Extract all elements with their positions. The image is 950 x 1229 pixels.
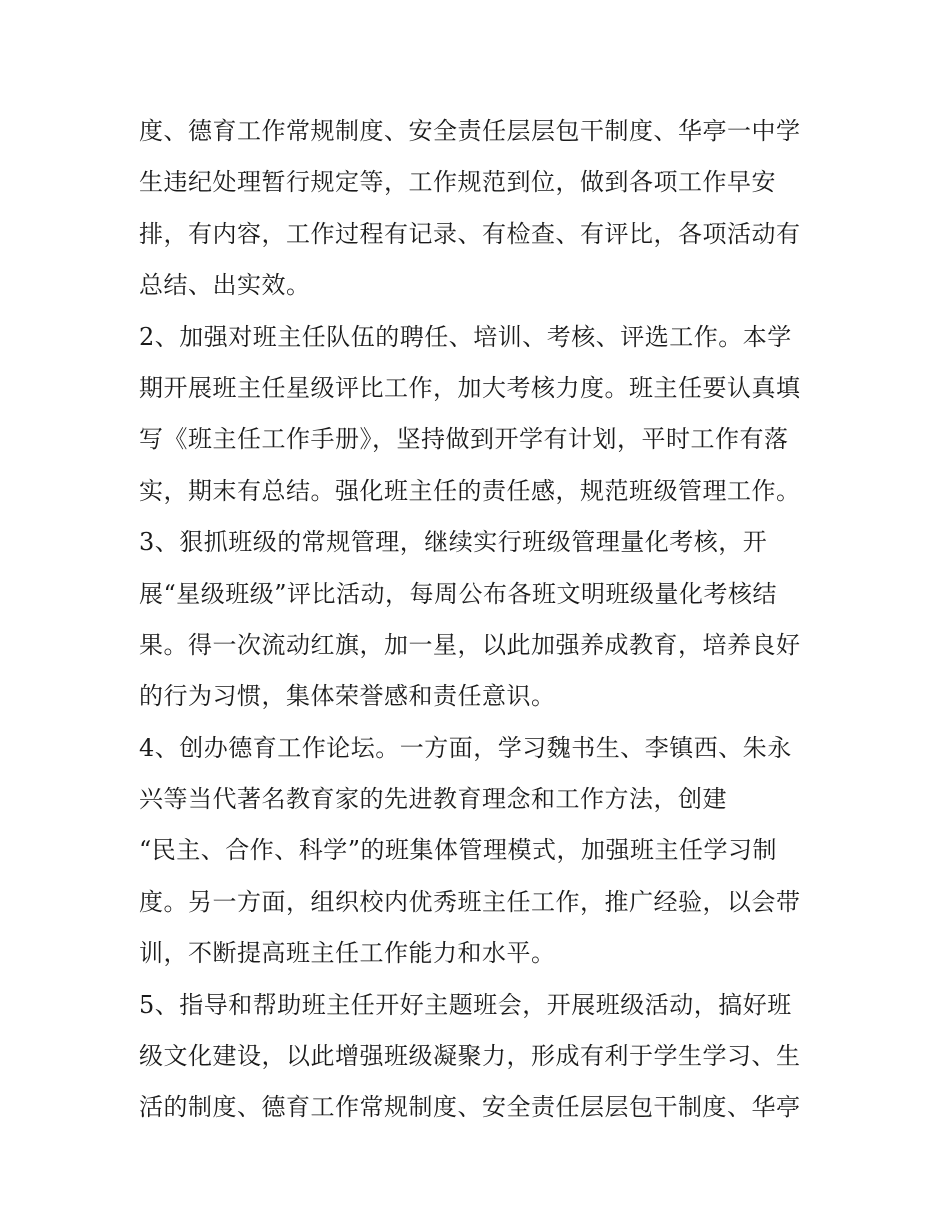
body-text (139, 106, 829, 1134)
text-line: 果。得一次流动红旗，加一星，以此加强养成教育，培养良好 (139, 630, 801, 659)
text-line: 3、狠抓班级的常规管理，继续实行班级管理量化考核，开 (139, 528, 768, 557)
text-line: 总结、出实效。 (139, 271, 311, 300)
text-line: 实，期末有总结。强化班主任的责任感，规范班级管理工作。 (139, 476, 801, 505)
text-line: 度、德育工作常规制度、安全责任层层包干制度、华亭一中学 (139, 117, 801, 145)
text-line: 级文化建设，以此增强班级凝聚力，形成有利于学生学习、生 (139, 1042, 801, 1071)
text-line: 生违纪处理暂行规定等，工作规范到位，做到各项工作早安 (139, 168, 776, 197)
text-line: 4、创办德育工作论坛。一方面，学习魏书生、李镇西、朱永 (139, 733, 792, 762)
text-line: 的行为习惯，集体荣誉感和责任意识。 (139, 682, 556, 711)
text-line: 训，不断提高班主任工作能力和水平。 (139, 939, 556, 968)
text-line: 期开展班主任星级评比工作，加大考核力度。班主任要认真填 (139, 373, 801, 402)
text-line: 活的制度、德育工作常规制度、安全责任层层包干制度、华亭 (139, 1093, 801, 1122)
text-line: 写《班主任工作手册》，坚持做到开学有计划，平时工作有落 (139, 425, 789, 454)
text-line: 2、加强对班主任队伍的聘任、培训、考核、评选工作。本学 (139, 322, 792, 351)
text-line: 展“星级班级”评比活动，每周公布各班文明班级量化考核结 (139, 579, 778, 608)
text-line: 排，有内容，工作过程有记录、有检查、有评比，各项活动有 (139, 219, 801, 248)
text-line: 兴等当代著名教育家的先进教育理念和工作方法，创建 (139, 785, 727, 814)
text-line: 度。另一方面，组织校内优秀班主任工作，推广经验，以会带 (139, 887, 801, 916)
text-line: 5、指导和帮助班主任开好主题班会，开展班级活动，搞好班 (139, 990, 792, 1019)
text-line: “民主、合作、科学”的班集体管理模式，加强班主任学习制 (139, 836, 778, 865)
